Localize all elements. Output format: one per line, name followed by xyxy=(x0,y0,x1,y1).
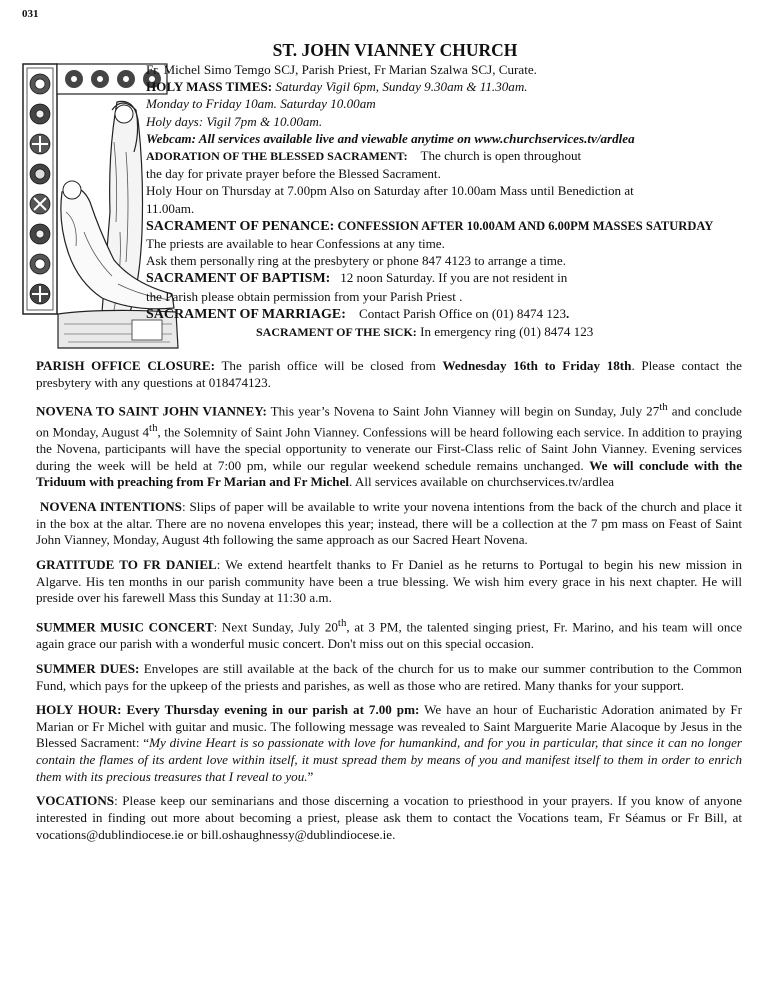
penance-text-2: Ask them personally ring at the presbytery or phone 847 4123 to arrange a time. xyxy=(146,253,566,269)
mass-times-line xyxy=(146,78,746,95)
vocations-section xyxy=(36,793,742,843)
dues-section xyxy=(36,661,742,694)
marriage-line xyxy=(146,305,746,323)
novena-text-3: , the Solemnity of Saint John Vianney. Confessions will be heard following each service. In addition to praying the Novena, participants will have the special opportunity to venerate our First-Class relic of Saint John Vianney. Evening services during the week will be held at 7:00 pm, while our regular weekend schedule remains unchanged. xyxy=(36,424,742,473)
gratitude-section xyxy=(36,557,742,607)
concert-text-2: , at 3 PM, the talented singing priest, Fr. Marino, and his team will once again grace our parish with a wonderful music concert. Don't miss out on this special occasion. xyxy=(36,619,743,652)
marriage-end: . xyxy=(566,305,570,321)
adoration-line xyxy=(146,147,746,165)
webcam-line: Webcam: All services available live and viewable anytime on www.churchservices.tv/ardlea xyxy=(146,130,635,146)
office-closure-text: The parish office will be closed from xyxy=(221,358,436,373)
marriage-label: SACRAMENT OF MARRIAGE: xyxy=(146,306,346,322)
novena-section xyxy=(36,399,742,491)
adoration-line-2: the day for private prayer before the Blessed Sacrament. xyxy=(146,166,441,182)
baptism-label: SACRAMENT OF BAPTISM: xyxy=(146,271,331,287)
holy-hour-line-2: 11.00am. xyxy=(146,200,195,216)
dues-heading: SUMMER DUES: xyxy=(36,660,140,676)
office-closure-section xyxy=(36,358,742,391)
novena-sup-2: th xyxy=(149,422,158,435)
gratitude-text: : We extend heartfelt thanks to Fr Daniel as he returns to Portugal to begin his new mission in Algarve. His ten months in our parish community have been a true blessing. We wish him every grace in his next chapter. He will preside over his farewell Mass this Sunday at 11:30 a.m. xyxy=(36,557,743,606)
office-closure-text-2: . Please contact the presbytery with any questions at 018474123. xyxy=(36,358,742,390)
penance-line xyxy=(146,217,746,235)
concert-heading: SUMMER MUSIC CONCERT xyxy=(36,619,214,635)
penance-label: SACRAMENT OF PENANCE: xyxy=(146,218,335,234)
vocations-text: : Please keep our seminarians and those discerning a vocation to priesthood in your prayers. If you know of anyone interested in finding out more about becoming a priest, please ask them to contact the Vocations team, Fr Séamus or Fr Bill, at vocations@dublindiocese.ie or bill.oshaughnessy@dublindiocese.ie. xyxy=(36,793,742,842)
clergy-line: Fr. Michel Simo Temgo SCJ, Parish Priest, Fr Marian Szalwa SCJ, Curate. xyxy=(146,62,537,77)
office-closure-heading: PARISH OFFICE CLOSURE: xyxy=(36,358,215,373)
baptism-text-2: the Parish please obtain permission from your Parish Priest . xyxy=(146,288,463,304)
sick-label: SACRAMENT OF THE SICK: xyxy=(256,325,417,340)
concert-text: : Next Sunday, July 20 xyxy=(213,619,338,635)
holy-hour-text: We have an hour of Eucharistic Adoration animated by Fr Marian or Fr Michel with guitar and music. The following message was revealed to Saint Marguerite Marie Alacoque by Jesus in the Blessed Sacrament: “ xyxy=(36,702,743,751)
mass-times-label: HOLY MASS TIMES: xyxy=(146,79,273,95)
mass-times: Saturday Vigil 6pm, Sunday 9.30am & 11.30am. xyxy=(275,79,528,95)
intentions-heading: NOVENA INTENTIONS xyxy=(39,499,182,515)
bulletin-content xyxy=(36,358,742,851)
holy-hour-quote: My divine Heart is so passionate with love for humankind, and for you in particular, that since it can no longer contain the flames of its ardent love within itself, it must spread them by means of you and manifest itself to them in order to enrich them with its precious treasures that I reveal to you. xyxy=(36,735,742,784)
church-info-block xyxy=(146,40,746,341)
holy-hour-quote-end: ” xyxy=(307,768,314,784)
holy-hour-heading: HOLY HOUR: xyxy=(36,702,122,718)
penance-text-1: The priests are available to hear Confessions at any time. xyxy=(146,236,445,252)
novena-heading: NOVENA TO SAINT JOHN VIANNEY: xyxy=(36,403,267,419)
sick-text: In emergency ring (01) 8474 123 xyxy=(420,324,594,340)
novena-text: This year’s Novena to Saint John Vianney will begin on Sunday, July 27 xyxy=(270,403,660,419)
novena-triduum: We will conclude with the Triduum with preaching from Fr Marian and Fr Michel xyxy=(36,457,743,490)
intentions-section xyxy=(36,499,742,549)
novena-text-4: . All services available on churchservices.tv/ardlea xyxy=(349,474,615,490)
sick-line xyxy=(146,323,746,341)
concert-section xyxy=(36,615,742,653)
holy-hour-time: Every Thursday evening in our parish at 7.00 pm: xyxy=(121,702,420,718)
concert-sup: th xyxy=(337,617,347,630)
baptism-text: 12 noon Saturday. If you are not resident in xyxy=(340,270,568,286)
page-number: 031 xyxy=(22,8,39,20)
vocations-heading: VOCATIONS xyxy=(36,793,115,809)
marriage-text: Contact Parish Office on (01) 8474 123 xyxy=(358,305,567,321)
weekday-times: Monday to Friday 10am. Saturday 10.00am xyxy=(146,96,376,112)
holy-hour-line: Holy Hour on Thursday at 7.00pm Also on Saturday after 10.00am Mass until Benediction at xyxy=(146,183,634,199)
intentions-text: : Slips of paper will be available to write your novena intentions from the back of the church and place it in the box at the altar. There are no novena envelopes this year; instead, there will be a collection at the 7 pm mass on Feast of Saint John Vianney, Monday, August 4th following the same approach as our Sacred Heart Novena. xyxy=(36,499,742,548)
novena-text-2: and conclude on Monday, August 4 xyxy=(36,403,742,440)
holy-hour-section xyxy=(36,702,742,785)
church-title: ST. JOHN VIANNEY CHURCH xyxy=(272,40,518,60)
baptism-line xyxy=(146,269,746,287)
dues-text: Envelopes are still available at the back of the church for us to make our summer contribution to the Common Fund, which pays for the upkeep of the priests and parishes, as well as those who are retired. Many thanks for your support. xyxy=(36,660,742,693)
penance-info: CONFESSION AFTER 10.00AM AND 6.00PM MASSES SATURDAY xyxy=(337,218,714,233)
novena-sup-1: th xyxy=(659,401,668,414)
gratitude-heading: GRATITUDE TO FR DANIEL xyxy=(36,557,217,573)
adoration-label: ADORATION OF THE BLESSED SACRAMENT: xyxy=(146,149,408,164)
adoration-text: The church is open throughout xyxy=(420,148,582,164)
holy-days-times: Holy days: Vigil 7pm & 10.00am. xyxy=(146,113,323,129)
office-closure-dates: Wednesday 16th to Friday 18th xyxy=(442,358,632,373)
